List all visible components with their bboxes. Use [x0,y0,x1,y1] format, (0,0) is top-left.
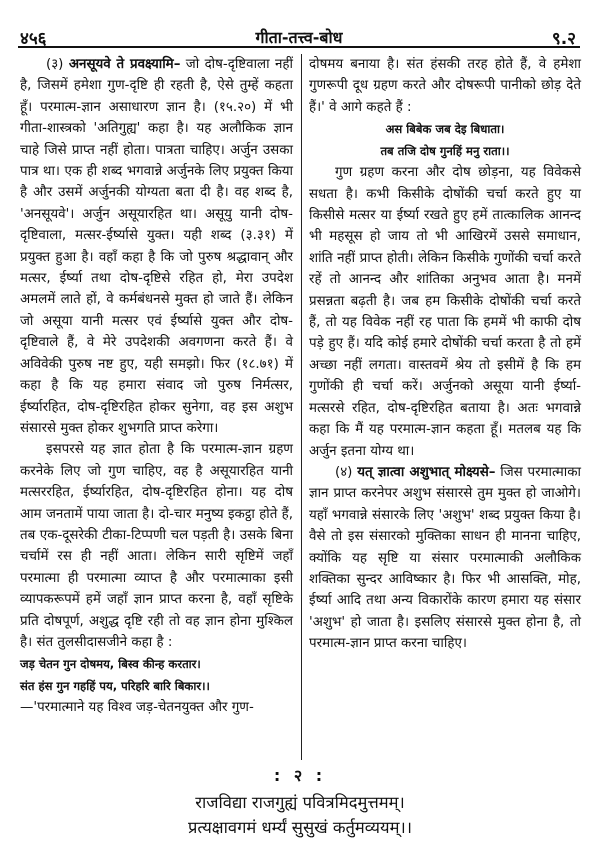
page-header [18,26,580,48]
page-number: ४५६ [20,29,47,49]
paragraph-body: जिस परमात्माका ज्ञान प्राप्त करनेपर अशुभ संसारसे तुम मुक्त हो जाओगे। यहाँ भगवान्ने संसारके लिए 'अशुभ' शब्द प्रयुक्त किया है। वैसे तो इस संसारको मुक्तिका साधन ही मानना चाहिए, क्योंकि यह सृष्टि या संसार परमात्माकी अलौकिक शक्तिका सुन्दर आविष्कार है। फिर भी आसक्ति, मोह, ईर्ष्या आदि तथा अन्य विकारोंके कारण हमारा यह संसार 'अशुभ' हो जाता है। इसलिए संसारसे मुक्त होना है, तो परमात्म-ज्ञान प्राप्त करना चाहिए। [309,464,582,652]
chaupai-line-1: अस बिबेक जब देइ बिधाता। [385,122,505,137]
paragraph-vivek: गुण ग्रहण करना और दोष छोड़ना, यह विवेकसे सधता है। कभी किसीके दोषोंकी चर्चा करते हुए या किसीसे मत्सर या ईर्ष्या रखते हुए हमें तात्कालिक आनन्द भी महसूस हो जाय तो भी आखिरमें उससे समाधान, शांति नहीं प्राप्त होती। लेकिन किसीके गुणोंकी चर्चा करते रहें तो आनन्द और शांतिका अनुभव आता है। मनमें प्रसन्नता बढ़ती है। जब हम किसीके दोषोंकी चर्चा करते हैं, तो यह विवेक नहीं रह पाता कि हममें भी काफी दोष पड़े हुए हैं। यदि कोई हमारे दोषोंकी चर्चा करता है तो हमें अच्छा नहीं लगता। वास्तवमें श्रेय तो इसीमें है कि हम गुणोंकी ही चर्चा करें। अर्जुनको असूया यानी ईर्ष्या-मत्सरसे रहित, दोष-दृष्टिरहित बताया है। अतः भगवान्ने कहा कि मैं यह परमात्म-ज्ञान कहता हूँ। मतलब यह कि अर्जुन इतना योग्य था। [309,165,581,459]
doha-line-1: जड़ चेतन गुन दोषमय, बिस्व कीन्ह करतार। [20,657,201,672]
paragraph-number: (४) [335,464,353,480]
paragraph-number: (३) [46,57,64,72]
paragraph-body: जो दोष-दृष्टिवाला नहीं है, जिसमें हमेशा गुण-दृष्टि ही रहती है, ऐसे तुम्हें कहता हूँ। परमात्म-ज्ञान असाधारण ज्ञान है। (१५.२०) में भी गीता-शास्त्रको 'अतिगुह्य' कहा है। यह अलौकिक ज्ञान चाहे जिसे प्राप्त नहीं होता। पात्रता चाहिए। अर्जुन उसका पात्र था। एक ही शब्द भगवान्ने अर्जुनके लिए प्रयुक्त किया है और उसमें अर्जुनकी योग्यता बता दी है। वह शब्द है, 'अनसूयवे'। अर्जुन असूयारहित था। असूयु यानी दोष-दृष्टिवाला, मत्सर-ईर्ष्यासे युक्त। यही शब्द (३.३१) में प्रयुक्त हुआ है। वहाँ कहा है कि जो पुरुष श्रद्धावान् और मत्सर, ईर्ष्या तथा दोष-दृष्टिसे रहित हो, मेरा उपदेश अमलमें लाते हों, वे कर्मबंधनसे मुक्त हो जाते हैं। लेकिन जो असूया यानी मत्सर एवं ईर्ष्यासे युक्त और दोष-दृष्टिवाले हैं, वे मेरे उपदेशकी अवगणना करते हैं। वे अविवेकी पुरुष नष्ट हुए, यही समझो। फिर (१८.७१) में कहा है कि यह हमारा संवाद जो पुरुष निर्मत्सर, ईर्ष्यारहित, दोष-दृष्टिरहित होकर सुनेगा, वह इस अशुभ संसारसे मुक्त होकर शुभगति प्राप्त करेगा। [20,57,293,436]
paragraph-anasuyave [20,54,293,439]
sloka-line-2: प्रत्यक्षावगमं धर्म्यं सुसुखं कर्तुमव्ययम्।। [188,818,412,837]
verse-marker: : २ : [273,766,327,785]
paragraph-mokshyase [309,462,581,655]
chapter-verse-number: ९.२ [551,29,576,49]
doha-line-2: संत हंस गुन गहहिं पय, परिहरि बारि बिकार।। [20,679,210,694]
paragraph-heading: अनसूयवे ते प्रवक्ष्यामि– [68,57,181,72]
paragraph-doha-meaning-end: दोषमय बनाया है। संत हंसकी तरह होते हैं, वे हमेशा गुणरूपी दूध ग्रहण करते और दोषरूपी पानीको छोड़ देते हैं।' वे आगे कहते हैं : [309,57,581,115]
sloka-line-1: राजविद्या राजगुह्यं पवित्रमिदमुत्तमम्। [195,793,405,812]
right-column [309,54,581,655]
chaupai-line-2: तब तजि दोष गुनहिं मनु राता।। [380,144,510,159]
left-column [20,54,293,719]
paragraph-gun-grahan: इसपरसे यह ज्ञात होता है कि परमात्म-ज्ञान ग्रहण करनेके लिए जो गुण चाहिए, वह है असूयारहित यानी मत्सररहित, ईर्ष्यारहित, दोष-दृष्टिरहित होना। यह दोष आम जनतामें पाया जाता है। दो-चार मनुष्य इकट्ठा होते हैं, तब एक-दूसरेकी टीका-टिप्पणी चल पड़ती है। उसके बिना चर्चामें रस ही नहीं आता। लेकिन सारी सृष्टिमें जहाँ परमात्मा ही परमात्मा व्याप्त है और परमात्माका इसी व्यापकरूपमें हमें जहाँ ज्ञान प्राप्त करना है, वहाँ सृष्टिके प्रति दोषपूर्ण, अशुद्ध दृष्टि रही तो वह ज्ञान होना मुश्किल है। संत तुलसीदासजीने कहा है : [20,442,293,650]
running-title: गीता-तत्त्व-बोध [255,28,343,47]
column-divider [301,54,302,760]
paragraph-heading: यत् ज्ञात्वा अशुभात् मोक्ष्यसे– [357,464,496,480]
paragraph-doha-meaning-start: —'परमात्माने यह विश्व जड़-चेतनयुक्त और गुण- [20,700,254,716]
